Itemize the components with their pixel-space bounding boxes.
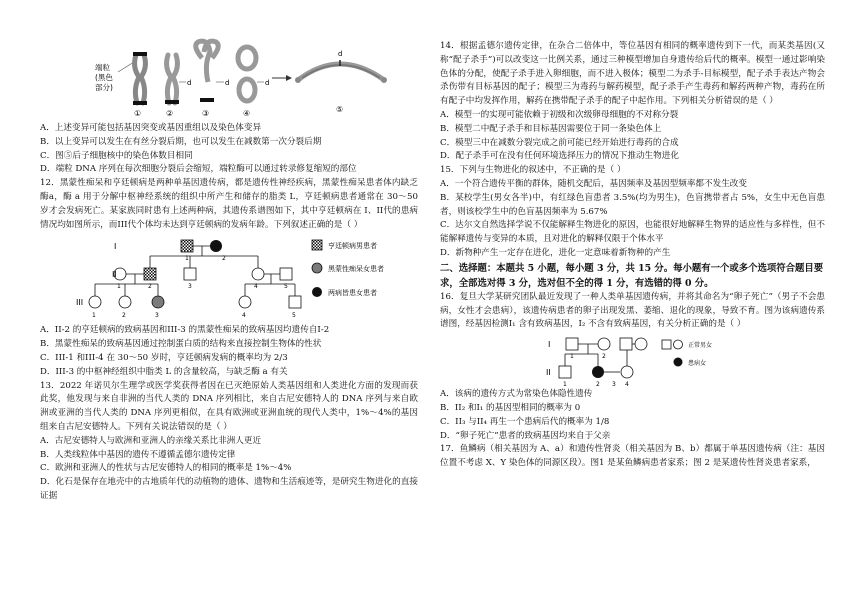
legend-swatch-1 — [312, 240, 322, 250]
chromosome-3 — [196, 41, 224, 102]
q16-option-b: B．II₂ 和I₁ 的基因型相同的概率为 0 — [440, 402, 581, 413]
ped2-num-II-2: 2 — [596, 381, 600, 389]
q14-option-c: C．模型三中在减数分裂完成之前可能已经开始进行毒药的合成 — [440, 137, 679, 148]
ped2-I-4 — [635, 338, 647, 350]
q13-option-a: A．古尼安德特人与欧洲和亚洲人的亲缘关系比非洲人更近 — [40, 435, 262, 446]
q13-option-c: C．欧洲和亚洲人的性状与古尼安德特人的相同的概率是 1%～4% — [40, 463, 292, 474]
pedigree-III-5 — [289, 296, 301, 308]
q15-option-d: D．新物种产生一定存在进化，进化一定意味着新物种的产生 — [440, 247, 671, 258]
pedigree-figure-q12 — [40, 232, 418, 324]
ped2-legend-circle — [674, 340, 683, 349]
legend-swatch-2 — [312, 263, 322, 273]
pedigree-II-3 — [184, 268, 196, 280]
right-column — [440, 40, 825, 471]
left-column — [40, 0, 418, 504]
chromosome-figure — [40, 0, 418, 122]
q15-option-c: C．达尔文自然选择学说不仅能解释生物进化的原因，也能很好地解释生物界的适应性与多样性，但不能解释遗传与变异的本质，且对进化的解释仅限于个体水平 — [440, 220, 825, 245]
pedigree-II-4 — [252, 268, 264, 280]
pedigree-figure-q16 — [440, 332, 825, 388]
ped2-I-1 — [566, 338, 578, 350]
pedigree-II-5 — [280, 268, 292, 280]
q12-option-c: C．III-1 和III-4 在 30～50 岁时，亨廷顿病发病的概率均为 2/3 — [40, 352, 288, 363]
ped2-legend-filled — [674, 358, 683, 367]
fig-label-1: ① — [134, 109, 142, 118]
section-2-header: 二、选择题：本题共 5 小题，每小题 3 分，共 15 分。每小题有一个或多个选项符合题目要求，全部选对得 3 分，选对但不全的得 1 分，有选错的得 0 分。 — [440, 262, 824, 289]
pedigree-I-1 — [181, 240, 193, 252]
q16-option-a: A．该病的遗传方式为常染色体隐性遗传 — [440, 389, 593, 400]
ped2-II-1 — [559, 366, 571, 378]
fig-label-5: ⑤ — [336, 105, 344, 114]
q14-option-b: B．模型二中配子杀手和目标基因需要位于同一条染色体上 — [440, 123, 662, 134]
ped2-gen-I: I — [548, 340, 551, 350]
q14-option-d: D．配子杀手可在没有任何环境选择压力的情况下推动生物进化 — [440, 151, 679, 162]
telomere-label-2: (黑色 — [95, 73, 113, 82]
num-I-1: 1 — [185, 255, 189, 263]
num-II-3: 3 — [188, 283, 192, 291]
gen-label-II: II — [112, 270, 117, 280]
d-label-3: d — [225, 79, 230, 87]
d-label-2: d — [187, 79, 192, 87]
q12-option-b: B．黑蒙性痴呆的致病基因通过控制蛋白质的结构来直接控制生物体的性状 — [40, 339, 322, 350]
q12-option-d: D．III-3 的中枢神经组织中脂类 L 的含量较高，与缺乏酶 a 有关 — [40, 366, 288, 377]
legend-label-2: 黑蒙性痴呆女患者 — [328, 265, 384, 274]
ped2-legend-square — [662, 340, 671, 349]
ped2-II-4 — [621, 366, 633, 378]
ped2-num-I-1: 1 — [570, 353, 574, 361]
fig-label-4: ④ — [243, 109, 251, 118]
num-II-5: 5 — [284, 283, 288, 291]
chromosome-5 — [295, 60, 387, 83]
ped2-legend-label-1: 正常男女 — [688, 342, 713, 350]
q11-option-c: C．图⑤后子细胞核中的染色体数目相同 — [40, 150, 193, 161]
gen-label-I: I — [114, 242, 117, 252]
pedigree-III-4 — [239, 296, 251, 308]
pedigree-III-1 — [89, 296, 101, 308]
q11-option-d: D．端粒 DNA 序列在每次细胞分裂后会缩短，端粒酶可以通过转录修复缩短的部位 — [40, 164, 357, 175]
num-III-2: 2 — [122, 312, 126, 320]
q11-option-a: A．上述变异可能包括基因突变或基因重组以及染色体变异 — [40, 123, 262, 133]
legend-label-1: 亨廷顿病男患者 — [328, 242, 377, 251]
d-label-4: d — [265, 79, 270, 87]
ped2-num-II-3: 3 — [612, 381, 616, 389]
ped2-legend-label-2: 患病女 — [688, 360, 707, 368]
chromosome-1 — [133, 52, 147, 105]
num-II-4: 4 — [254, 283, 258, 291]
q13-stem: 13．2022 年诺贝尔生理学或医学奖获得者因在已灭绝原始人类基因组和人类进化方面的发现而获此奖，他发现与来自非洲的当代人类的 DNA 序列相比，来自古尼安德特人的 DNA 序列与来自欧洲或亚洲的当代人类的 DNA 序列更相似，在具有欧洲或亚洲血统的现代人类中，1%～4%的基因组来自古尼安德特人。下列有关说法错误的是（ ） — [40, 380, 418, 432]
fig-label-2: ② — [166, 109, 174, 118]
num-III-1: 1 — [92, 312, 96, 320]
q16-stem: 16．复旦大学某研究团队最近发现了一种人类单基因遗传病，并将其命名为“卵子死亡”（男子不会患病，女性才会患病），该遗传病患者的卵子出现发黑、萎缩、退化的现象，导致不育。图为该病遗传系谱图，经基因检测I₁ 含有致病基因，I₂ 不含有致病基因，有关分析正确的是（ ） — [440, 291, 825, 330]
q12-stem: 12．黑蒙性痴呆和亨廷顿病是两种单基因遗传病，都是遗传性神经疾病，黑蒙性痴呆患者体内缺乏酶a，酶 a 用于分解中枢神经系统的组织中所产生和储存的脂类 L，亨廷顿病患者通常在 30～50 岁才会发病死亡。某家族同时患有上述两种病，其遗传系谱图如下，其中亨廷顿病在 I、II代的患病情况均如图所示，而III代个体均未达到亨廷顿病的发病年龄。下列叙述正确的是（ ） — [40, 178, 418, 230]
legend-swatch-3 — [312, 287, 322, 297]
fig-label-3: ③ — [202, 109, 210, 118]
pedigree-I-2 — [210, 240, 222, 252]
num-III-4: 4 — [242, 312, 246, 320]
q11-option-b: B．以上变异可以发生在有丝分裂后期，也可以发生在减数第一次分裂后期 — [40, 136, 322, 147]
telomere-label-1: 端粒 — [95, 63, 110, 72]
q15-stem: 15．下列与生物进化的叙述中，不正确的是（ ） — [440, 165, 626, 176]
q16-option-d: D．“卵子死亡”患者的致病基因均来自于父亲 — [440, 430, 611, 441]
q17-stem: 17．鱼鳞病（相关基因为 A、a）和遗传性肾炎（相关基因为 B、b）都属于单基因遗传病（注：基因位置不考虑 X、Y 染色体的同源区段）。图1 是某鱼鳞病患者家系；图 2 是某遗传性肾炎患者家系， — [440, 444, 825, 469]
q15-option-b: B．某校学生(男女各半)中，有红绿色盲患者 3.5%(均为男生)，色盲携带者占 5%，女生中无色盲患者，则该校学生中的色盲基因频率为 5.67% — [440, 192, 825, 217]
q14-stem: 14．根据孟德尔遗传定律，在杂合二倍体中，等位基因有相同的概率遗传到下一代，而某类基因(又称“配子杀手”)可以改变这一比例关系，通过三种模型增加自身遗传给后代的概率。模型一通过影响染色体的分配，使配子杀手进入卵细胞，而不进入极体；模型二为杀手-目标模型，配子杀手表达产物会杀伤带有目标基因的配子；模型三为毒药与解药模型，配子杀手产生毒药和解药两种产物，毒药在所有配子中均发挥作用，解药在携带配子杀手的配子中起作用。下列相关分析错误的是（ ） — [440, 41, 825, 107]
q16-option-c: C．II₃ 与II₄ 再生一个患病后代的概率为 1/8 — [440, 416, 610, 427]
num-II-2: 2 — [148, 283, 152, 291]
num-III-3: 3 — [155, 312, 159, 320]
q12-option-a: A．II-2 的亨廷顿病的致病基因和III-3 的黑蒙性痴呆的致病基因均遗传自I-2 — [40, 325, 330, 336]
legend-label-3: 两病皆患女患者 — [328, 289, 377, 298]
q13-option-b: B．人类线粒体中基因的遗传不遵循孟德尔遗传定律 — [40, 449, 236, 460]
pedigree-III-2 — [119, 296, 131, 308]
chromosome-4 — [238, 47, 264, 101]
ped2-gen-II: II — [546, 368, 551, 378]
chromosome-2 — [165, 55, 186, 104]
q14-option-a: A．模型一的实现可能依赖于初级和次级卵母细胞的不对称分裂 — [440, 109, 679, 120]
telomere-label-3: 部分) — [95, 83, 113, 92]
ped2-num-I-2: 2 — [602, 353, 606, 361]
ped2-I-2 — [598, 338, 610, 350]
q15-option-a: A．一个符合遗传平衡的群体，随机交配后，基因频率及基因型频率都不发生改变 — [440, 178, 747, 189]
num-I-2: 2 — [222, 255, 226, 263]
d-label-5: d — [338, 50, 343, 58]
ped2-I-3 — [620, 338, 632, 350]
num-II-1: 1 — [117, 283, 121, 291]
ped2-num-II-1: 1 — [563, 381, 567, 389]
ped2-II-2 — [592, 366, 604, 378]
pedigree-II-2 — [144, 268, 156, 280]
q13-option-d: D．化石是保存在地壳中的古地质年代的动植物的遗体、遗物和生活痕迹等，是研究生物进化的直接证据 — [40, 477, 418, 501]
num-III-5: 5 — [292, 312, 296, 320]
ped2-num-II-4: 4 — [625, 381, 629, 389]
gen-label-III: III — [76, 298, 84, 308]
pedigree-III-3 — [152, 296, 164, 308]
